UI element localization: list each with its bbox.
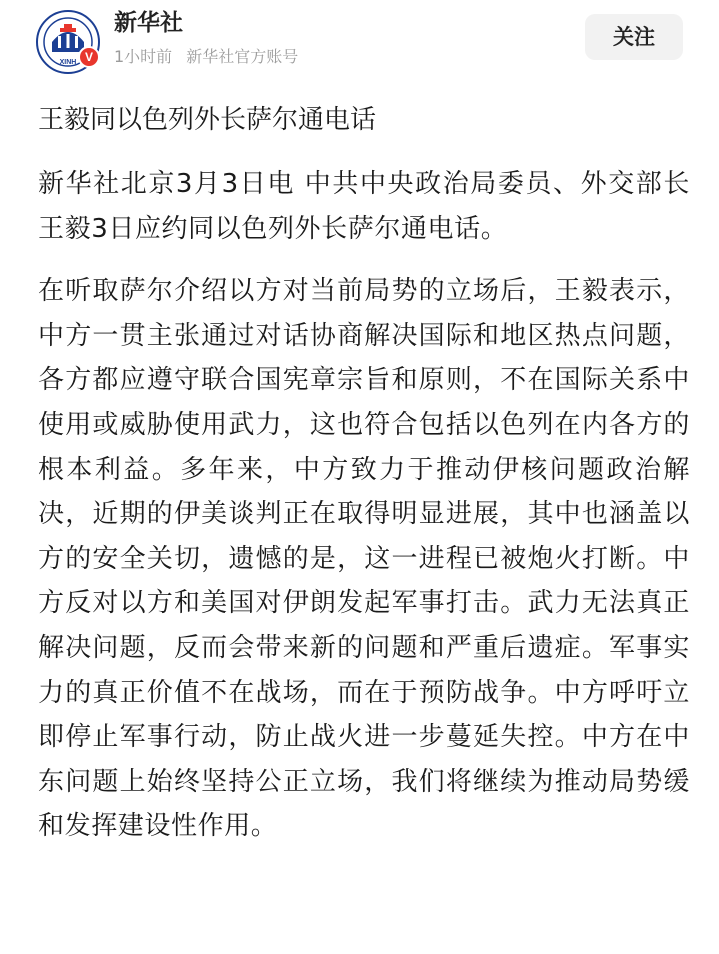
follow-button[interactable]: 关注 bbox=[585, 14, 683, 60]
post-meta bbox=[114, 46, 298, 68]
avatar-logo-text: XINH bbox=[59, 59, 77, 66]
article-title: 王毅同以色列外长萨尔通电话 bbox=[38, 105, 377, 135]
article-paragraph: 在听取萨尔介绍以方对当前局势的立场后，王毅表示，中方一贯主张通过对话协商解决国际和地区热点问题，各方都应遵守联合国宪章宗旨和原则，不在国际关系中使用或威胁使用武力，这也符合包括以色列在内各方的根本利益。多年来，中方致力于推动伊核问题政治解决，近期的伊美谈判正在取得明显进展，其中也涵盖以方的安全关切，遗憾的是，这一进程已被炮火打断。中方反对以方和美国对伊朗发起军事打击。武力无法真正解决问题，反而会带来新的问题和严重后遗症。军事实力的真正价值不在战场，而在于预防战争。中方呼吁立即停止军事行动，防止战火进一步蔓延失控。中方在中东问题上始终坚持公正立场，我们将继续为推动局势缓和发挥建设性作用。 bbox=[38, 276, 690, 842]
account-label: 新华社官方账号 bbox=[186, 47, 299, 66]
verified-badge: V bbox=[78, 46, 100, 68]
account-name[interactable]: 新华社 bbox=[114, 10, 183, 36]
article-paragraph: 新华社北京3月3日电 中共中央政治局委员、外交部长王毅3日应约同以色列外长萨尔通电话。 bbox=[38, 169, 690, 244]
account-header bbox=[0, 0, 719, 90]
article-body bbox=[38, 162, 690, 867]
post-time: 1小时前 bbox=[114, 47, 173, 66]
